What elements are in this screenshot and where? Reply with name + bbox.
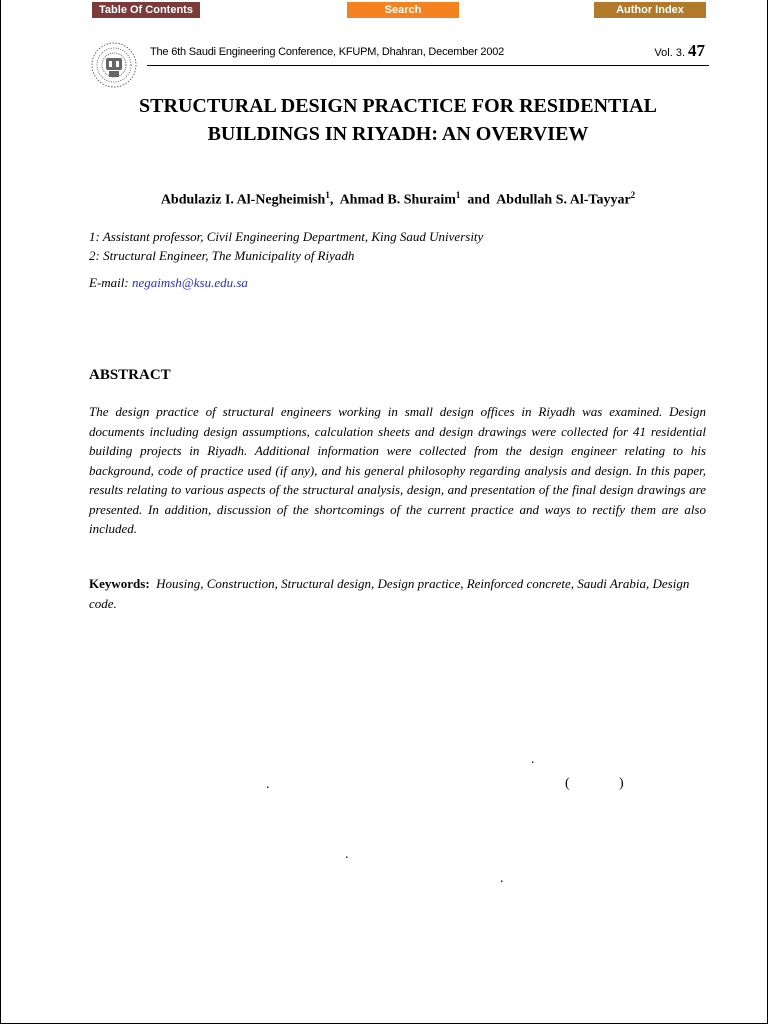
author-affiliation-mark: 1 [455, 190, 461, 200]
author-name: Abdulaziz I. Al-Negheimish [160, 192, 326, 208]
keywords [89, 574, 706, 613]
search-button[interactable]: Search [347, 2, 459, 18]
author-name: Ahmad B. Shuraim [339, 192, 456, 208]
affiliation-2: 2: Structural Engineer, The Municipality of Riyadh [89, 248, 355, 263]
residual-paren: ) [619, 776, 624, 791]
page-number: 47 [688, 41, 705, 60]
author-index-button[interactable]: Author Index [594, 2, 706, 18]
title-line-2: BUILDINGS IN RIYADH: AN OVERVIEW [207, 123, 589, 145]
author-separator: , [329, 192, 334, 208]
table-of-contents-button[interactable]: Table Of Contents [92, 2, 200, 18]
conference-name: The 6th Saudi Engineering Conference, KFUPM, Dhahran, December 2002 [150, 46, 505, 58]
keywords-list: Housing, Construction, Structural design, Design practice, Reinforced concrete, Saudi Arabia, Design code. [89, 576, 690, 611]
residual-dot: . [500, 871, 504, 886]
author-name: Abdullah S. Al-Tayyar [496, 192, 631, 208]
affiliation-1: 1: Assistant professor, Civil Engineering Department, King Saud University [89, 229, 484, 244]
email-link[interactable]: negaimsh@ksu.edu.sa [131, 275, 248, 290]
author-affiliation-mark: 2 [630, 190, 636, 200]
header-rule [147, 65, 709, 66]
residual-paren: ( [565, 776, 570, 791]
paper-title [87, 92, 709, 148]
author-affiliation-mark: 1 [325, 190, 330, 200]
author-joiner: and [467, 192, 490, 208]
author-list [87, 190, 709, 209]
abstract-heading: ABSTRACT [89, 367, 171, 383]
residual-dot: . [345, 847, 349, 862]
email-line [89, 275, 248, 291]
residual-dot: . [266, 777, 270, 792]
volume-page [654, 41, 705, 61]
keywords-label: Keywords: [89, 576, 150, 591]
residual-dot: . [531, 752, 535, 767]
volume-label: Vol. 3. [654, 47, 685, 59]
abstract-text: The design practice of structural engineers working in small design offices in Riyadh was examined. Design documents including design assumptions, calculation sheets and design drawings were collected for 41 residential building projects in Riyadh. Additional information were collected from the design engineer relating to his background, code of practice used (if any), and his general philosophy regarding analysis and design. In this paper, results relating to various aspects of the structural analysis, design, and presentation of the final design drawings are presented. In addition, discussion of the shortcomings of the current practice and ways to rectify them are also included. [89, 404, 706, 536]
conference-logo-icon [85, 40, 143, 90]
title-line-1: STRUCTURAL DESIGN PRACTICE FOR RESIDENTIAL [139, 95, 657, 117]
email-label: E-mail: [89, 275, 129, 290]
